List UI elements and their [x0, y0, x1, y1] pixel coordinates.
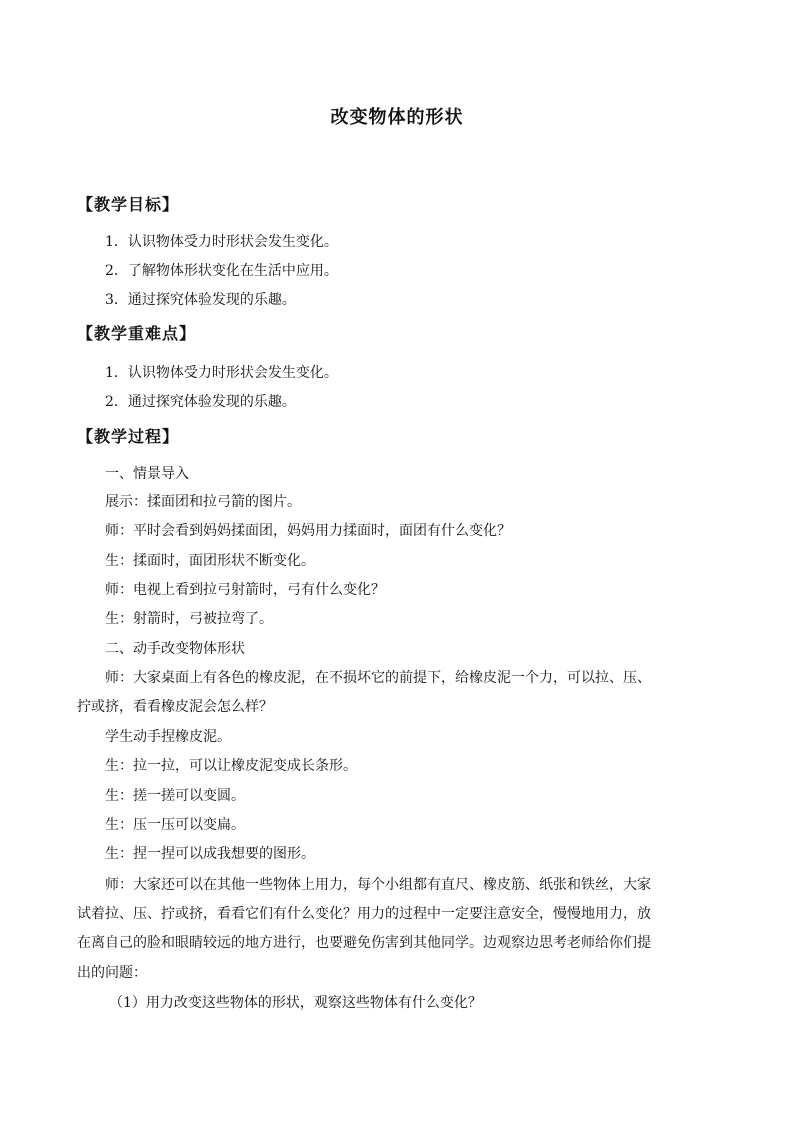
- key-point-item: 2．通过探究体验发现的乐趣。: [105, 394, 296, 410]
- process-line: 学生动手捏橡皮泥。: [105, 729, 231, 745]
- section-heading-objectives: 【教学目标】: [77, 195, 180, 214]
- process-line: 在离自己的脸和眼睛较远的地方进行，也要避免伤害到其他同学。边观察边思考老师给你们提: [77, 935, 651, 951]
- process-line: 生：搓一搓可以变圆。: [105, 788, 245, 804]
- process-line: 生：射箭时，弓被拉弯了。: [105, 611, 273, 627]
- key-point-item: 1．认识物体受力时形状会发生变化。: [105, 365, 338, 381]
- process-line: 生：拉一拉，可以让橡皮泥变成长条形。: [105, 758, 357, 774]
- objective-item: 2．了解物体形状变化在生活中应用。: [105, 263, 338, 279]
- process-line: 二、动手改变物体形状: [105, 641, 245, 657]
- process-line: 生：揉面时，面团形状不断变化。: [105, 553, 315, 569]
- process-line: 师：大家桌面上有各色的橡皮泥，在不损坏它的前提下，给橡皮泥一个力，可以拉、压、: [105, 670, 651, 686]
- document-title: 改变物体的形状: [330, 107, 464, 128]
- process-question: （1）用力改变这些物体的形状，观察这些物体有什么变化？: [109, 995, 482, 1011]
- section-heading-process: 【教学过程】: [77, 427, 180, 446]
- objective-item: 1．认识物体受力时形状会发生变化。: [105, 234, 338, 250]
- section-heading-key-points: 【教学重难点】: [77, 324, 197, 343]
- process-line: 生：压一压可以变扁。: [105, 817, 245, 833]
- process-line: 一、情景导入: [105, 466, 189, 482]
- process-line: 展示：揉面团和拉弓箭的图片。: [105, 494, 301, 510]
- process-line: 师：电视上看到拉弓射箭时，弓有什么变化？: [105, 582, 385, 598]
- process-line: 师：平时会看到妈妈揉面团，妈妈用力揉面时，面团有什么变化？: [105, 523, 511, 539]
- process-line: 师：大家还可以在其他一些物体上用力，每个小组都有直尺、橡皮筋、纸张和铁丝，大家: [105, 877, 651, 893]
- process-line: 出的问题：: [77, 965, 147, 981]
- process-line: 试着拉、压、拧或挤，看看它们有什么变化？用力的过程中一定要注意安全，慢慢地用力，放: [77, 906, 651, 922]
- objective-item: 3．通过探究体验发现的乐趣。: [105, 292, 296, 308]
- process-line: 拧或挤，看看橡皮泥会怎么样？: [77, 699, 273, 715]
- process-line: 生：捏一捏可以成我想要的图形。: [105, 846, 315, 862]
